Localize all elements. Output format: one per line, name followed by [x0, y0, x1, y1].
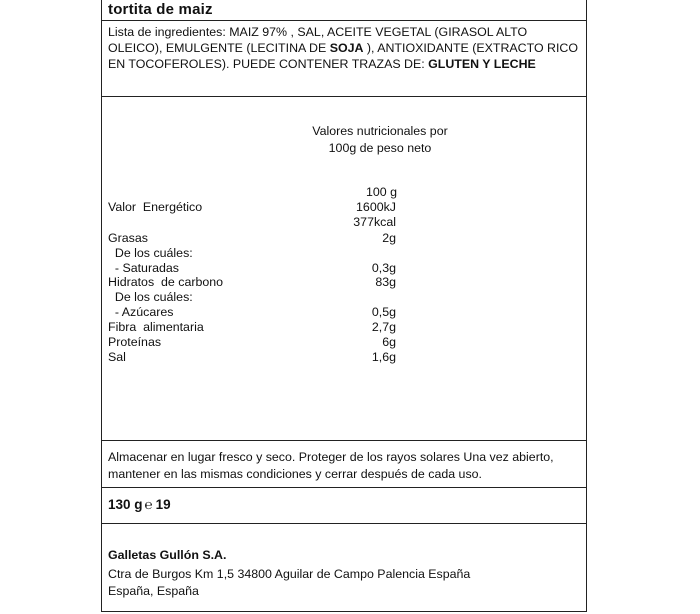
nutrition-label: Valor Energético — [108, 200, 203, 214]
unit-count: 19 — [155, 497, 171, 512]
manufacturer-name: Galletas Gullón S.A. — [108, 548, 227, 562]
storage-instructions: Almacenar en lugar fresco y seco. Proteger de los rayos solares Una vez abierto, mantener en las mismas condiciones y cerrar después de cada uso. — [108, 450, 554, 481]
manufacturer-address: Ctra de Burgos Km 1,5 34800 Aguilar de Campo Palencia España — [108, 567, 471, 581]
nutrition-label: Fibra alimentaria — [108, 320, 204, 334]
ingredients-list — [108, 24, 578, 72]
nutrition-label: Proteínas — [108, 335, 162, 349]
title-divider — [102, 20, 586, 21]
nutrition-row — [0, 275, 700, 291]
nutrition-value: 6g — [382, 335, 396, 349]
allergen-traces: GLUTEN Y LECHE — [428, 57, 536, 71]
ingredients-text-2: ), ANTIOXIDANTE (EXTRACTO RICO EN TOCOFEROLES). PUEDE CONTENER TRAZAS DE: — [108, 41, 579, 71]
nutrition-value: 377kcal — [353, 215, 396, 229]
net-weight-amount: 130 g — [108, 497, 143, 512]
nutrition-label: - Saturadas — [108, 261, 179, 275]
nutrition-label: - Azúcares — [108, 305, 174, 319]
ingredients-text-1: Lista de ingredientes: MAIZ 97% , SAL, ACEITE VEGETAL (GIRASOL ALTO OLEICO), EMULGENTE (LECITINA DE — [108, 25, 528, 55]
nutrition-value: 1,6g — [371, 350, 396, 364]
allergen-soja: SOJA — [329, 41, 364, 55]
nutrition-header-line2: 100g de peso neto — [328, 141, 432, 155]
storage-divider — [102, 487, 586, 488]
net-weight — [108, 497, 171, 512]
nutrition-column-header: 100 g — [366, 185, 398, 199]
nutrition-row — [0, 305, 700, 321]
nutrition-row — [0, 350, 700, 366]
nutrition-header-line1: Valores nutricionales por — [312, 124, 448, 138]
nutrition-value: 83g — [375, 275, 396, 289]
ingredients-divider — [102, 96, 586, 97]
nutrition-label: Grasas — [108, 231, 148, 245]
estimated-sign-icon: ℮ — [144, 497, 153, 512]
nutrition-label: De los cuáles: — [108, 290, 193, 304]
nutrition-row — [0, 231, 700, 247]
nutrition-row — [0, 215, 700, 231]
nutrition-row — [0, 290, 700, 306]
nutrition-label: Hidratos de carbono — [108, 275, 224, 289]
nutrition-value: 2,7g — [371, 320, 396, 334]
nutrition-label: Sal — [108, 350, 126, 364]
nutrition-value: 1600kJ — [356, 200, 396, 214]
country-of-origin: España, España — [108, 584, 199, 598]
nutrition-value: 2g — [382, 231, 396, 245]
weight-divider — [102, 523, 586, 524]
nutrition-label: De los cuáles: — [108, 246, 193, 260]
product-name: tortita de maiz — [108, 1, 213, 18]
nutrition-row — [0, 320, 700, 336]
nutrition-row — [0, 200, 700, 216]
nutrition-row — [0, 246, 700, 262]
nutrition-value: 0,3g — [371, 261, 396, 275]
nutrition-divider — [102, 440, 586, 441]
nutrition-row — [0, 335, 700, 351]
nutrition-value: 0,5g — [371, 305, 396, 319]
nutrition-header — [290, 123, 470, 157]
